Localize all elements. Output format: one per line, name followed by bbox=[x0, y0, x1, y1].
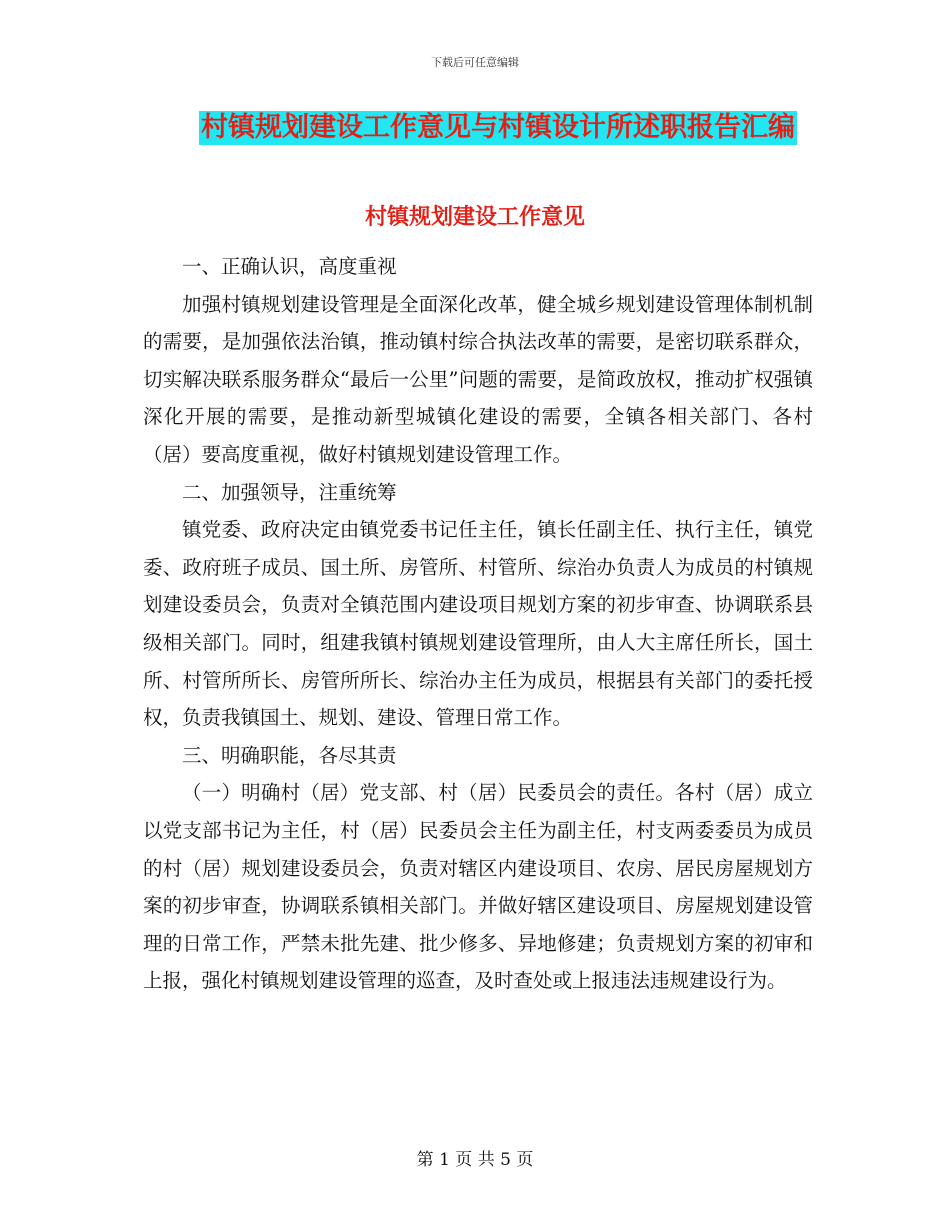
section-title: 村镇规划建设工作意见 bbox=[364, 205, 585, 230]
heading-3: 三、明确职能，各尽其责 bbox=[182, 743, 397, 767]
heading-1: 一、正确认识，高度重视 bbox=[182, 255, 397, 278]
page-footer: 第 1 页 共 5 页 bbox=[416, 1150, 534, 1170]
document-title: 村镇规划建设工作意见与村镇设计所述职报告汇编 bbox=[201, 112, 795, 143]
document-body bbox=[143, 248, 813, 1000]
paragraph-3: （一）明确村（居）党支部、村（居）民委员会的责任。各村（居）成立以党支部书记为主任，村（居）民委员会主任为副主任，村支两委委员为成员的村（居）规划建设委员会，负责对辖区内建设项目、农房、居民房屋规划方案的初步审查，协调联系镇相关部门。并做好辖区建设项目、房屋规划建设管理的日常工作，严禁未批先建、批少修多、异地修建；负责规划方案的初审和上报，强化村镇规划建设管理的巡查，及时查处或上报违法违规建设行为。 bbox=[143, 781, 813, 993]
document-title-area bbox=[0, 111, 950, 145]
paragraph-2: 镇党委、政府决定由镇党委书记任主任，镇长任副主任、执行主任，镇党委、政府班子成员、国土所、房管所、村管所、综治办负责人为成员的村镇规划建设委员会，负责对全镇范围内建设项目规划方案的初步审查、协调联系县级相关部门。同时，组建我镇村镇规划建设管理所，由人大主席任所长，国土所、村管所所长、房管所所长、综治办主任为成员，根据县有关部门的委托授权，负责我镇国土、规划、建设、管理日常工作。 bbox=[143, 518, 813, 730]
paragraph-1: 加强村镇规划建设管理是全面深化改革，健全城乡规划建设管理体制机制的需要，是加强依法治镇，推动镇村综合执法改革的需要，是密切联系群众，切实解决联系服务群众“最后一公里”问题的需要，是简政放权，推动扩权强镇深化开展的需要，是推动新型城镇化建设的需要，全镇各相关部门、各村（居）要高度重视，做好村镇规划建设管理工作。 bbox=[143, 292, 813, 466]
header-note: 下载后可任意编辑 bbox=[431, 56, 519, 69]
heading-2: 二、加强领导，注重统筹 bbox=[182, 480, 397, 504]
